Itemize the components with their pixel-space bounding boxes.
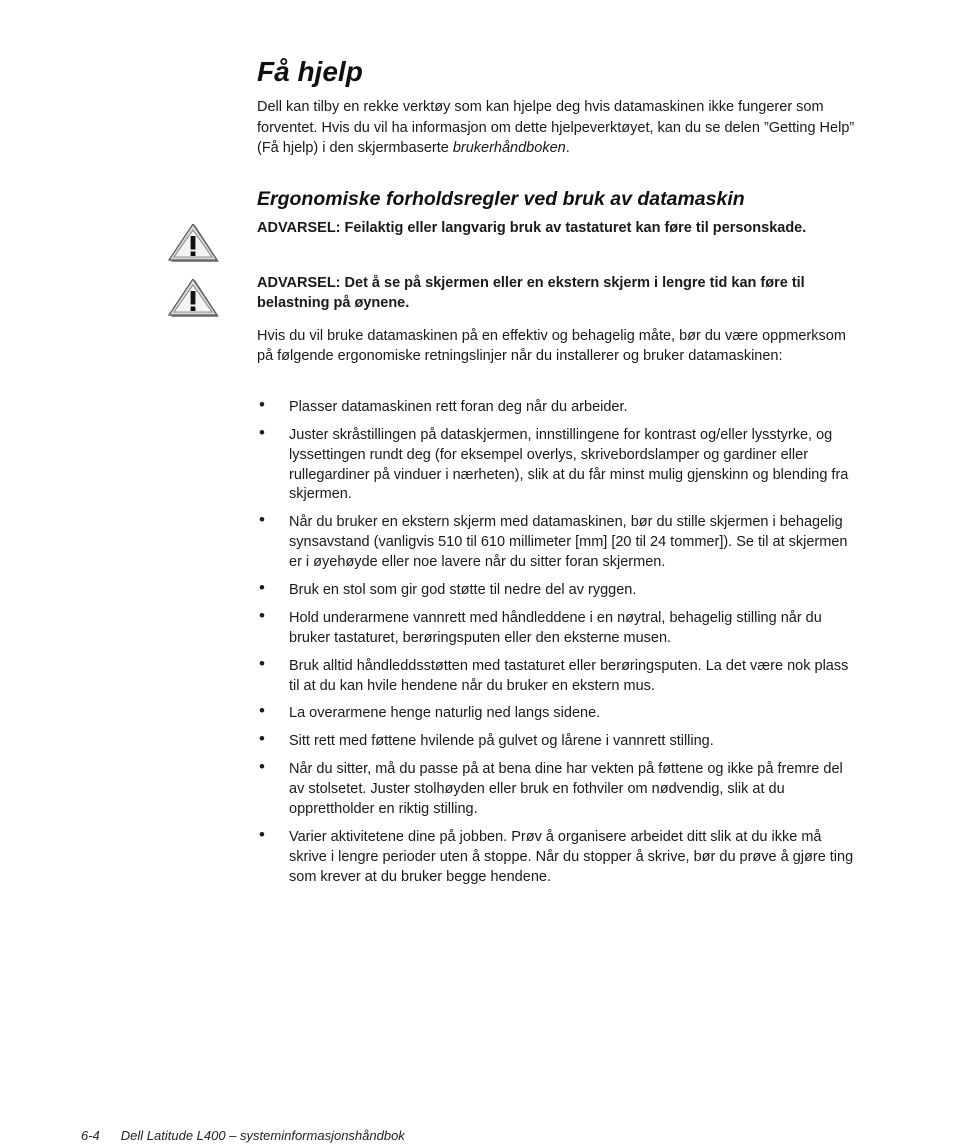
ergonomic-guidelines-list — [257, 395, 859, 896]
list-item-text: Bruk en stol som gir god støtte til nedre del av ryggen. — [289, 581, 637, 598]
section-heading: Ergonomiske forholdsregler ved bruk av datamaskin — [257, 188, 745, 210]
list-item — [257, 729, 859, 752]
warning-text: ADVARSEL: Feilaktig eller langvarig bruk av tastaturet kan føre til personskade. — [257, 220, 807, 236]
caution-triangle-icon — [168, 279, 220, 319]
bullet-icon: • — [259, 422, 265, 442]
intro-emphasis: brukerhåndboken — [452, 140, 566, 156]
list-item-text: Plasser datamaskinen rett foran deg når du arbeider. — [289, 399, 628, 415]
page-footer — [81, 1127, 405, 1145]
page-title: Få hjelp — [257, 56, 363, 87]
bullet-icon: • — [259, 701, 265, 721]
intro-text: Dell kan tilby en rekke verktøy som kan hjelpe deg hvis datamaskinen ikke fungerer som forventet. Hvis du vil ha informasjon om dette hjelpeverktøyet, kan du se delen ”Getting Help” (Få hjelp) i den skjermbaserte — [257, 99, 855, 156]
caution-triangle-icon — [168, 224, 220, 264]
list-item — [257, 605, 859, 649]
list-item-text: Bruk alltid håndleddsstøtten med tastaturet eller berøringsputen. La det være nok plass til at du kan hvile hendene når du bruker en ekstern mus. — [289, 657, 849, 694]
bullet-icon: • — [259, 395, 265, 414]
bullet-icon: • — [259, 605, 265, 625]
list-item — [257, 395, 859, 418]
list-item — [257, 510, 859, 572]
bullet-icon: • — [259, 577, 265, 597]
intro-text-end: . — [565, 140, 570, 156]
list-item-text: Hold underarmene vannrett med håndleddene i en nøytral, behagelig stilling når du bruker tastaturet, berøringsputen eller den eksterne musen. — [289, 609, 822, 646]
list-item-text: Sitt rett med føttene hvilende på gulvet og lårene i vannrett stilling. — [289, 733, 714, 750]
list-item — [257, 422, 859, 505]
book-title: Dell Latitude L400 – systeminformasjonshåndbok — [120, 1128, 405, 1143]
warning-text: ADVARSEL: Det å se på skjermen eller en ekstern skjerm i lengre tid kan føre til belastning på øynene. — [257, 275, 805, 311]
bullet-icon: • — [259, 757, 265, 777]
list-item — [257, 757, 859, 819]
list-item-text: La overarmene henge naturlig ned langs sidene. — [289, 705, 601, 722]
list-item-text: Når du sitter, må du passe på at bena dine har vekten på føttene og ikke på fremre del av stolsetet. Juster stolhøyden eller bruk en fothviler om nødvendig, slik at du opprettholder en riktig stilling. — [289, 761, 843, 818]
list-item-text: Juster skråstillingen på dataskjermen, innstillingene for kontrast og/eller lysstyrke, og lyssettingen rundt deg (for eksempel overlys, skrivebordslamper og gardiner eller rullegardiner på vinduer i nærheten), slik at du får minst mulig gjenskinn og blending fra skjermen. — [289, 426, 849, 503]
list-item-text: Varier aktivitetene dine på jobben. Prøv å organisere arbeidet ditt slik at du ikke må skrive i lengre perioder uten å stoppe. Når du stopper å skrive, bør du prøve å gjøre ting som krever at du bruker begge hendene. — [289, 829, 854, 885]
bullet-icon: • — [259, 825, 265, 845]
list-item — [257, 577, 859, 601]
bullet-icon: • — [259, 510, 265, 530]
list-item — [257, 653, 859, 697]
bullet-icon: • — [259, 729, 265, 749]
intro-paragraph — [257, 97, 857, 159]
page-number: 6-4 — [81, 1128, 100, 1143]
bullet-icon: • — [259, 653, 265, 673]
list-item — [257, 825, 859, 887]
list-item-text: Når du bruker en ekstern skjerm med datamaskinen, bør du stille skjermen i behagelig synsavstand (vanligvis 510 til 610 millimeter [mm] [20 til 24 tommer]). Se til at skjermen er i øyehøyde eller noe lavere når du sitter foran skjermen. — [289, 514, 848, 570]
list-item — [257, 701, 859, 724]
lead-paragraph: Hvis du vil bruke datamaskinen på en effektiv og behagelig måte, bør du være oppmerksom på følgende ergonomiske retningslinjer når du installerer og bruker datamaskinen: — [257, 328, 846, 364]
